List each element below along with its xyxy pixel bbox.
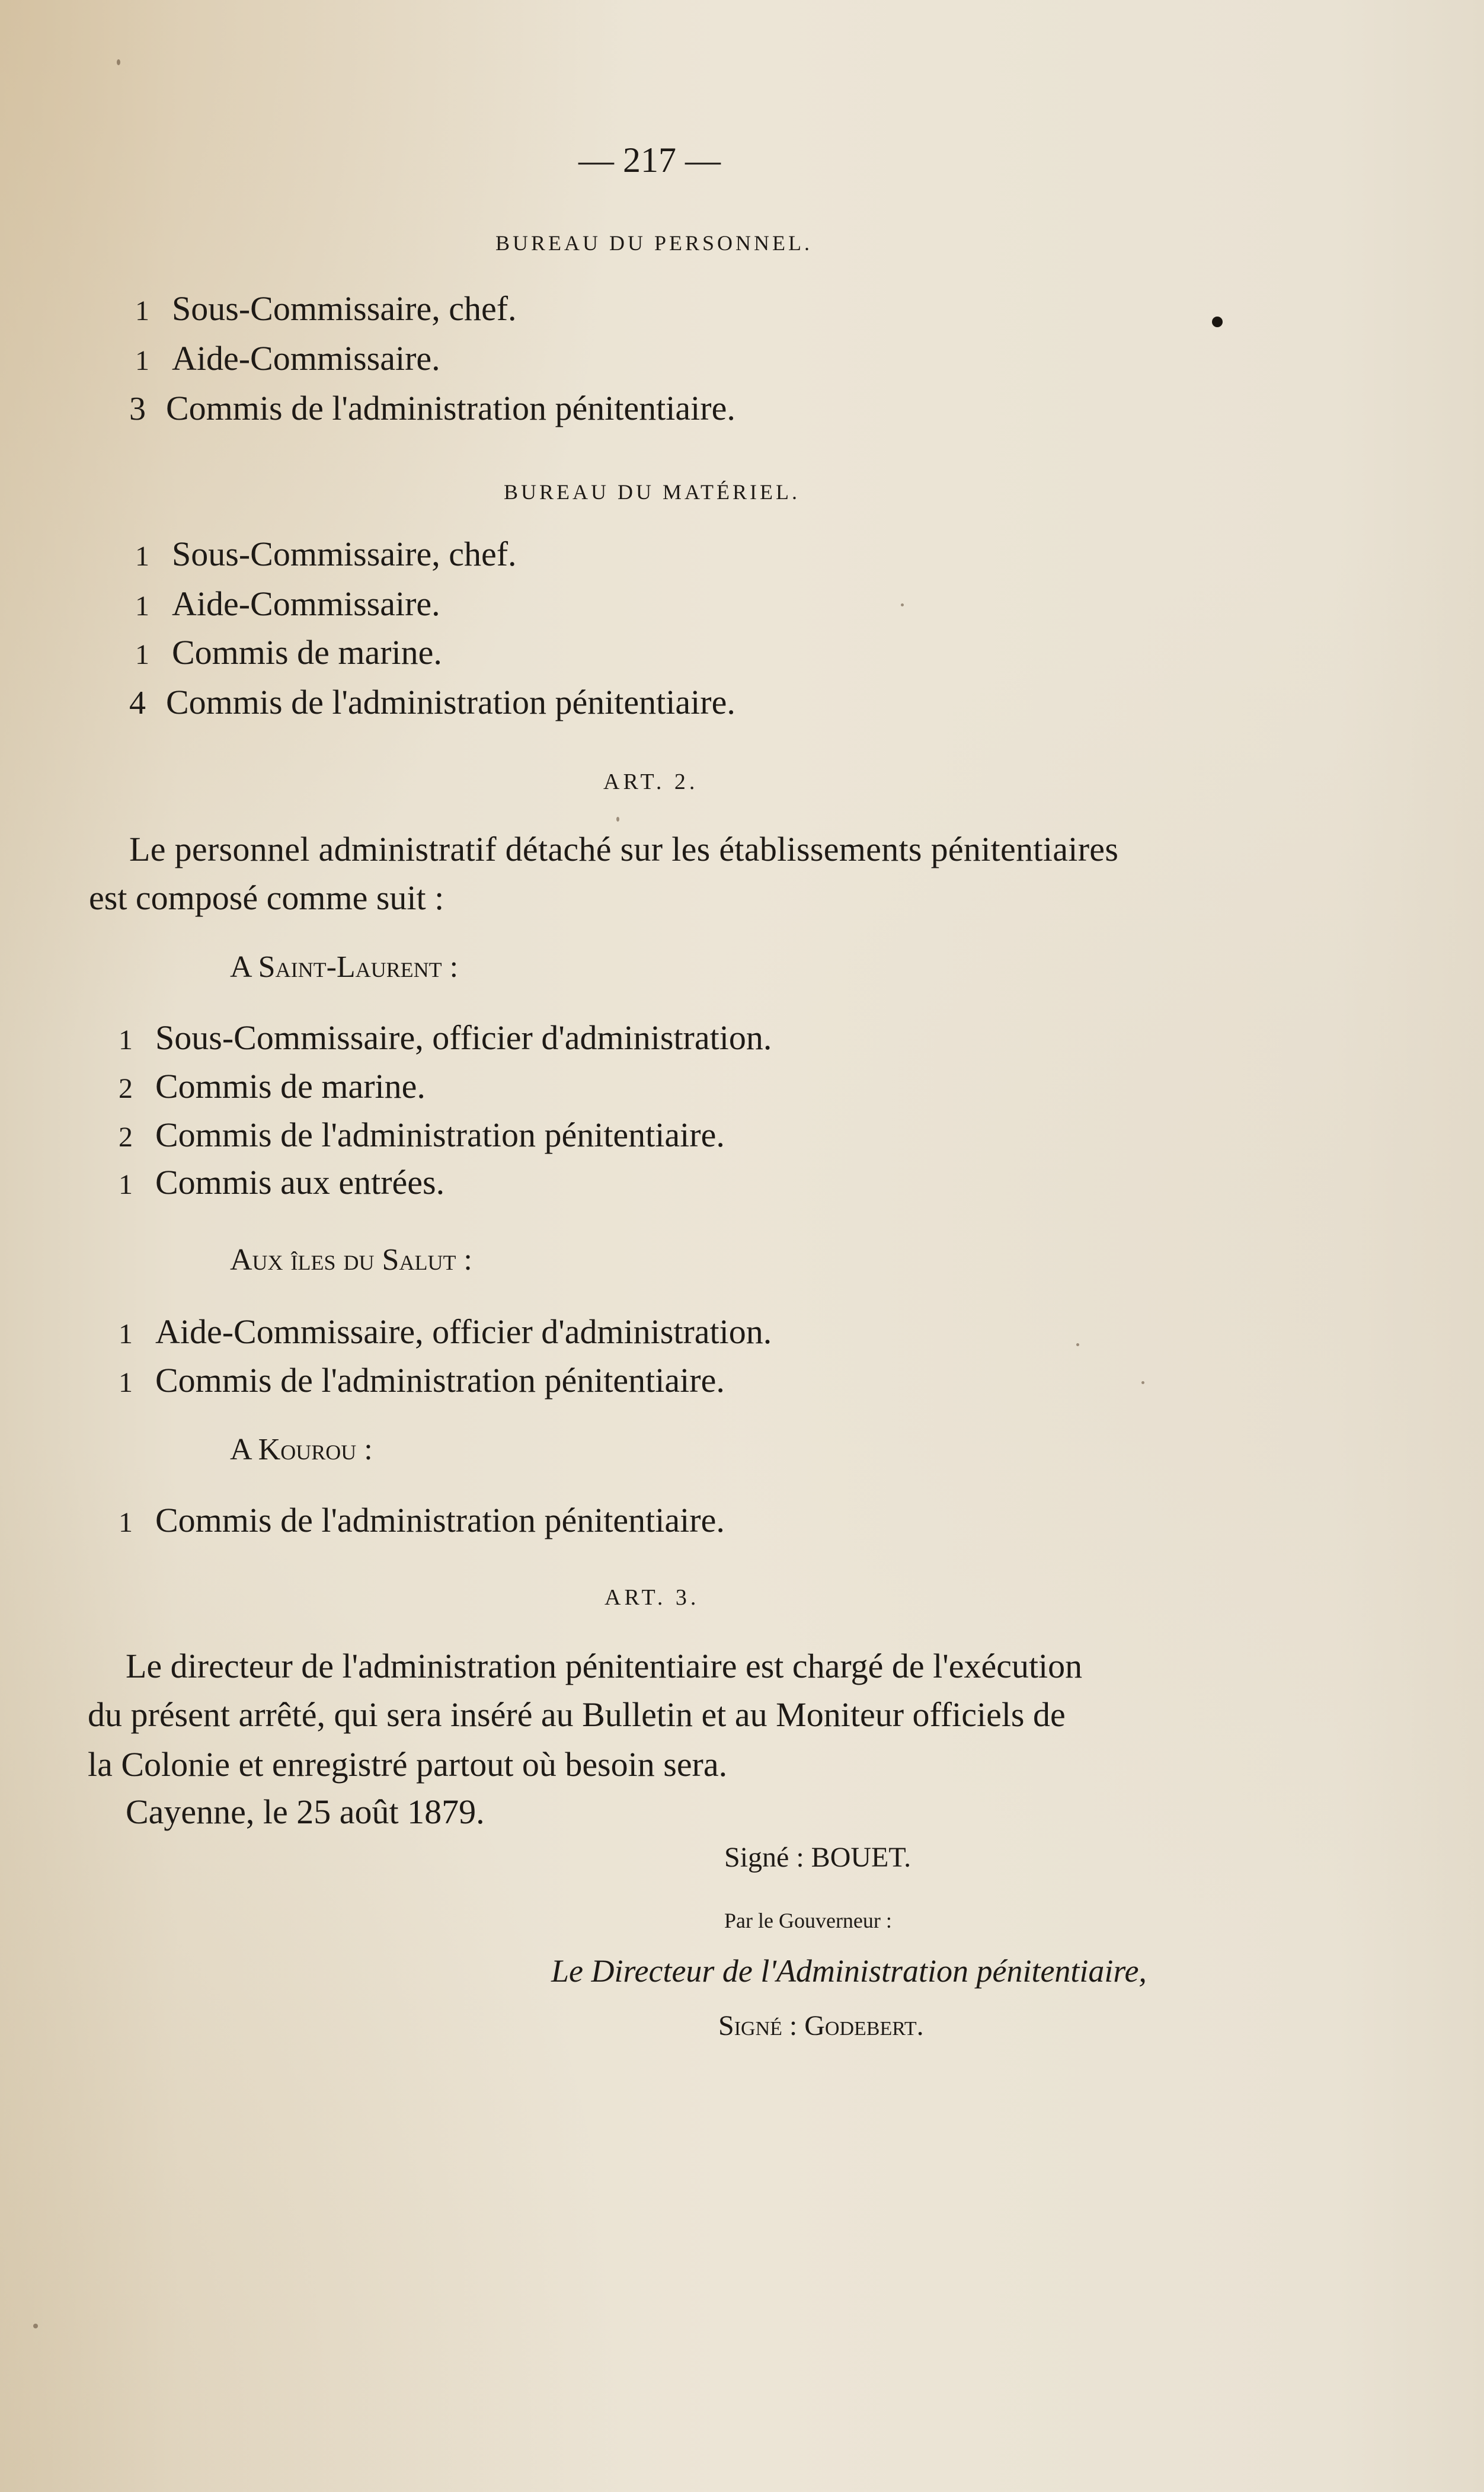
location-heading-saint-laurent: A Saint-Laurent : [230, 950, 459, 984]
signature-governor: Signé : BOUET. [724, 1842, 911, 1873]
paragraph-line: du présent arrêté, qui sera inséré au Bulletin et au Moniteur officiels de [88, 1695, 1066, 1734]
item-text: Commis de marine. [155, 1067, 426, 1106]
list-item [119, 1069, 426, 1104]
item-count: 1 [135, 345, 149, 376]
list-item [135, 341, 440, 376]
item-text: Sous-Commissaire, chef. [172, 289, 517, 328]
item-count: 1 [135, 639, 149, 670]
item-count: 1 [119, 1367, 133, 1398]
list-item [129, 391, 735, 426]
section-heading-bureau-materiel: BUREAU DU MATÉRIEL. [504, 480, 800, 504]
item-text: Aide-Commissaire, officier d'administration. [155, 1312, 772, 1351]
list-item [119, 1363, 725, 1398]
item-text: Aide-Commissaire. [172, 339, 440, 378]
list-item [135, 584, 440, 623]
item-count: 1 [135, 590, 149, 622]
item-count: 1 [119, 1318, 133, 1350]
paragraph-line: Le personnel administratif détaché sur les établissements pénitentiaires [129, 830, 1119, 868]
paragraph-line: la Colonie et enregistré partout où besoin sera. [88, 1745, 728, 1784]
item-text: Aide-Commissaire. [172, 584, 440, 623]
item-count: 1 [119, 1169, 133, 1200]
signature-director: Signé : Godebert. [718, 2010, 924, 2041]
item-count: 1 [119, 1024, 133, 1056]
item-text: Commis de l'administration pénitentiaire. [155, 1501, 725, 1539]
item-text: Sous-Commissaire, chef. [172, 535, 517, 573]
item-count: 2 [119, 1122, 133, 1153]
speck [1076, 1343, 1079, 1346]
speck [616, 817, 619, 822]
item-text: Commis de l'administration pénitentiaire. [155, 1361, 725, 1400]
item-count: 4 [129, 685, 146, 721]
item-count: 1 [119, 1507, 133, 1538]
item-count: 2 [119, 1073, 133, 1104]
item-text: Commis aux entrées. [155, 1163, 445, 1202]
item-text: Commis de l'administration pénitentiaire. [166, 683, 735, 721]
speck [33, 2324, 38, 2328]
list-item [135, 289, 517, 328]
list-item [135, 537, 517, 571]
page-number: — 217 — [578, 140, 721, 180]
speck [117, 59, 120, 65]
ink-dot [1212, 317, 1223, 327]
list-item [119, 1165, 444, 1200]
item-text: Commis de l'administration pénitentiaire. [155, 1116, 725, 1154]
article-heading-3: ART. 3. [605, 1585, 700, 1610]
list-item [119, 1018, 772, 1057]
item-text: Sous-Commissaire, officier d'administration. [155, 1018, 772, 1057]
speck [1141, 1381, 1144, 1384]
item-text: Commis de marine. [172, 633, 442, 672]
item-count: 1 [135, 541, 149, 572]
item-count: 1 [135, 295, 149, 327]
location-heading-iles-du-salut: Aux îles du Salut : [230, 1243, 472, 1277]
item-text: Commis de l'administration pénitentiaire. [166, 389, 735, 427]
section-heading-bureau-personnel: BUREAU DU PERSONNEL. [495, 231, 813, 255]
paragraph-line: est composé comme suit : [89, 878, 444, 917]
date-line: Cayenne, le 25 août 1879. [126, 1793, 485, 1831]
speck [901, 603, 904, 606]
director-title: Le Directeur de l'Administration pénitentiaire, [551, 1953, 1147, 1989]
list-item [119, 1503, 725, 1538]
list-item [119, 1118, 725, 1152]
item-count: 3 [129, 391, 146, 427]
list-item [119, 1312, 772, 1351]
by-governor-label: Par le Gouverneur : [724, 1909, 892, 1932]
list-item [129, 685, 735, 720]
article-heading-2: ART. 2. [603, 769, 699, 794]
location-heading-kourou: A Kourou : [230, 1433, 373, 1467]
list-item [135, 635, 442, 670]
paragraph-line: Le directeur de l'administration pénitentiaire est chargé de l'exécution [126, 1647, 1083, 1685]
